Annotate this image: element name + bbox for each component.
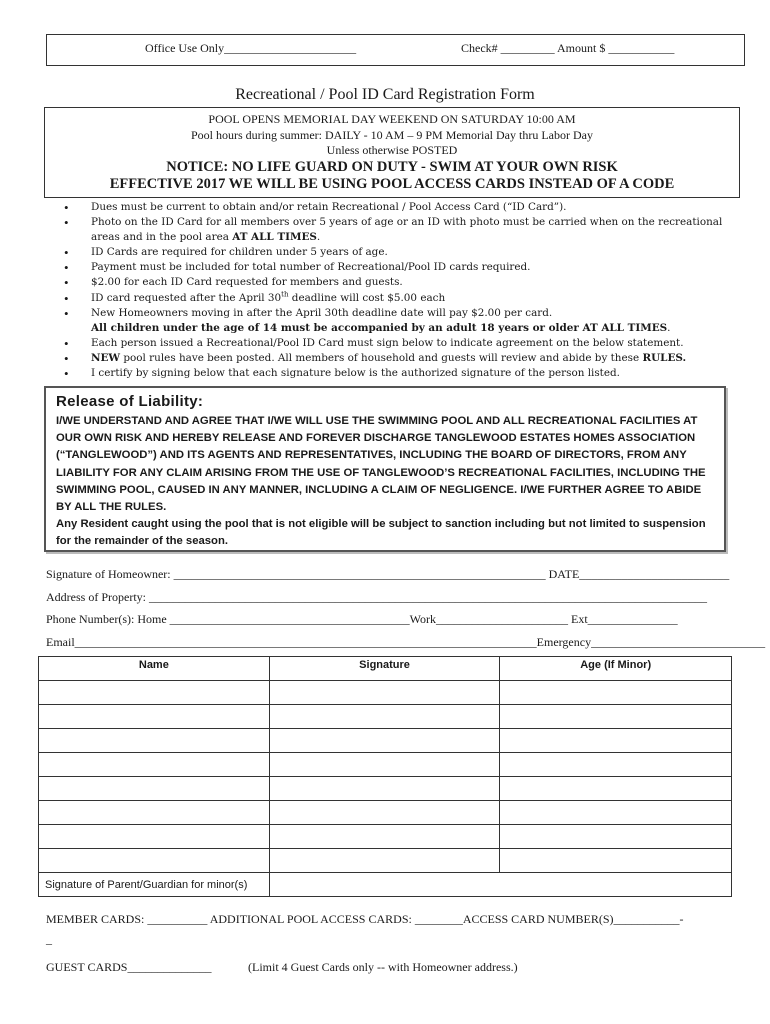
age-cell[interactable]	[500, 681, 732, 705]
table-row	[39, 753, 732, 777]
name-cell[interactable]	[39, 681, 270, 705]
name-cell[interactable]	[39, 825, 270, 849]
notice-posted: Unless otherwise POSTED	[326, 143, 458, 157]
email-emergency-field[interactable]: Email_____________________________________________________________________________Emergency_____________________________	[46, 635, 766, 649]
table-row	[39, 705, 732, 729]
rule-item: • ID card requested after the April 30th deadline will cost $5.00 each	[64, 291, 744, 306]
notice-hours: Pool hours during summer: DAILY - 10 AM – 9 PM Memorial Day thru Labor Day	[191, 127, 593, 142]
name-cell[interactable]	[39, 753, 270, 777]
office-use-only-field: Office Use Only______________________	[145, 41, 357, 55]
check-amount-field: Check# _________ Amount $ ___________	[461, 41, 675, 55]
table-row	[39, 825, 732, 849]
table-row	[39, 777, 732, 801]
rules-list	[64, 200, 744, 381]
office-use-box	[46, 34, 745, 66]
name-cell[interactable]	[39, 777, 270, 801]
member-signature-table	[38, 656, 732, 897]
age-cell[interactable]	[500, 825, 732, 849]
release-of-liability-box	[44, 386, 726, 552]
rule-item: • ID Cards are required for children under 5 years of age.	[64, 245, 744, 260]
guardian-signature-row	[39, 873, 732, 897]
column-header-age: Age (If Minor)	[500, 657, 732, 681]
liability-statement: I/WE UNDERSTAND AND AGREE THAT I/WE WILL USE THE SWIMMING POOL AND ALL RECREATIONAL FACILITIES AT OUR OWN RISK AND HEREBY RELEASE AND FOREVER DISCHARGE TANGLEWOOD ESTATES HOMES ASSOCIATION (“TANGLEWOOD”) AND ITS AGENTS AND REPRESENTATIVES, INCLUDING THE BOARD OF DIRECTORS, FROM ANY LIABILITY FOR ANY CLAIM ARISING FROM THE USE OF TANGLEWOOD’S RECREATIONAL FACILITIES, INCLUDING THE SWIMMING POOL, CAUSED IN ANY MANNER, INCLUDING A CLAIM OF NEGLIGENCE. I/WE FURTHER AGREE TO ABIDE BY ALL THE RULES.	[56, 415, 706, 514]
guardian-signature-label: Signature of Parent/Guardian for minor(s)	[39, 873, 270, 897]
signature-cell[interactable]	[269, 849, 500, 873]
pool-notice-box	[44, 107, 740, 198]
rule-item-children: All children under the age of 14 must be accompanied by an adult 18 years or older AT ALL TIMES.	[91, 321, 671, 334]
age-cell[interactable]	[500, 753, 732, 777]
liability-sanction: Any Resident caught using the pool that is not eligible will be subject to sanction including but not limited to suspension for the remainder of the season.	[56, 518, 706, 548]
age-cell[interactable]	[500, 801, 732, 825]
rule-item: • Photo on the ID Card for all members over 5 years of age or an ID with photo must be carried when on the recreational areas and in the pool area AT ALL TIMES.	[64, 215, 744, 245]
age-cell[interactable]	[500, 705, 732, 729]
property-address-field[interactable]: Address of Property: _____________________________________________________________________________________________	[46, 590, 707, 604]
age-cell[interactable]	[500, 729, 732, 753]
column-header-signature: Signature	[269, 657, 500, 681]
signature-cell[interactable]	[269, 729, 500, 753]
card-counts-field[interactable]: MEMBER CARDS: __________ ADDITIONAL POOL ACCESS CARDS: ________ACCESS CARD NUMBER(S)___________-	[46, 912, 684, 926]
age-cell[interactable]	[500, 849, 732, 873]
signature-cell[interactable]	[269, 825, 500, 849]
rule-item: • Payment must be included for total number of Recreational/Pool ID cards required.	[64, 260, 744, 275]
table-row	[39, 849, 732, 873]
notice-access-cards: EFFECTIVE 2017 WE WILL BE USING POOL ACCESS CARDS INSTEAD OF A CODE	[109, 176, 675, 192]
card-counts-continuation: _	[46, 932, 52, 946]
signature-cell[interactable]	[269, 681, 500, 705]
name-cell[interactable]	[39, 729, 270, 753]
table-row	[39, 729, 732, 753]
liability-heading: Release of Liability:	[56, 393, 204, 410]
form-title: Recreational / Pool ID Card Registration Form	[235, 86, 535, 103]
name-cell[interactable]	[39, 705, 270, 729]
rule-item: • $2.00 for each ID Card requested for members and guests.	[64, 275, 744, 290]
signature-cell[interactable]	[269, 801, 500, 825]
name-cell[interactable]	[39, 849, 270, 873]
notice-opening: POOL OPENS MEMORIAL DAY WEEKEND ON SATURDAY 10:00 AM	[208, 112, 576, 126]
column-header-name: Name	[39, 657, 270, 681]
table-row	[39, 801, 732, 825]
rule-item: • Each person issued a Recreational/Pool ID Card must sign below to indicate agreement on the below statement.	[64, 336, 744, 351]
rule-item: • I certify by signing below that each signature below is the authorized signature of the person listed.	[64, 366, 744, 381]
homeowner-signature-field[interactable]: Signature of Homeowner: ______________________________________________________________ DATE_________________________	[46, 567, 730, 581]
guest-cards-note: (Limit 4 Guest Cards only -- with Homeowner address.)	[248, 960, 518, 974]
name-cell[interactable]	[39, 801, 270, 825]
guardian-signature-cell[interactable]	[269, 873, 731, 897]
rule-item: • Dues must be current to obtain and/or retain Recreational / Pool Access Card (“ID Card”).	[64, 200, 744, 215]
guest-cards-field[interactable]: GUEST CARDS______________	[46, 960, 212, 974]
age-cell[interactable]	[500, 777, 732, 801]
notice-lifeguard: NOTICE: NO LIFE GUARD ON DUTY - SWIM AT YOUR OWN RISK	[166, 158, 618, 175]
rule-item: • New Homeowners moving in after the April 30th deadline date will pay $2.00 per card.	[64, 306, 744, 321]
phone-number-field[interactable]: Phone Number(s): Home ________________________________________Work______________________ Ext_______________	[46, 612, 678, 626]
rule-item: • NEW pool rules have been posted. All members of household and guests will review and abide by these RULES.	[64, 351, 744, 366]
signature-cell[interactable]	[269, 753, 500, 777]
table-row	[39, 681, 732, 705]
signature-cell[interactable]	[269, 777, 500, 801]
signature-cell[interactable]	[269, 705, 500, 729]
